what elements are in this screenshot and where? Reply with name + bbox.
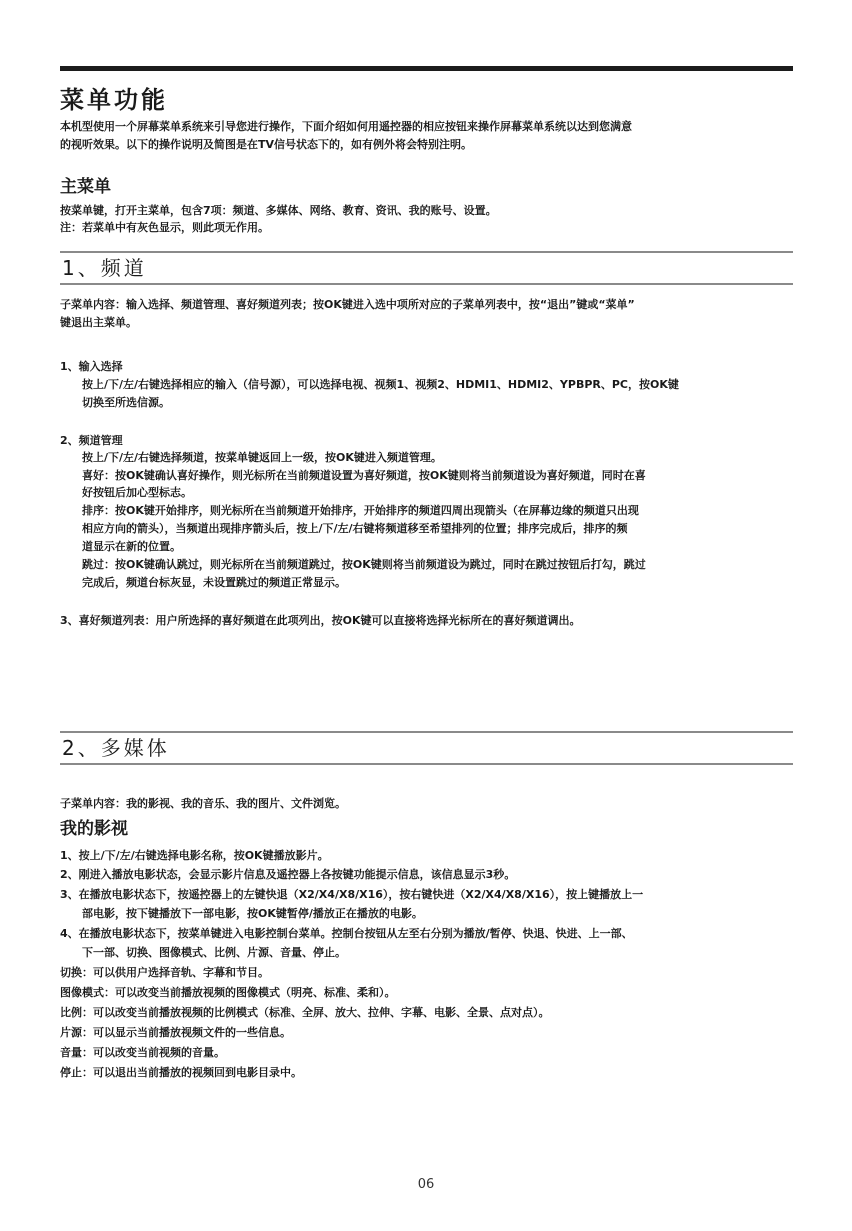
section1-summary-line-1: 子菜单内容：输入选择、频道管理、喜好频道列表；按OK键进入选中项所对应的子菜单列表中，按“退出”键或“菜单” [60, 298, 635, 311]
section2-heading: 2、多媒体 [62, 736, 170, 760]
movies-line-10: 片源：可以显示当前播放视频文件的一些信息。 [60, 1026, 291, 1039]
movies-line-5: 4、在播放电影状态下，按菜单键进入电影控制台菜单。控制台按钮从左至右分别为播放/暂停、快退、快进、上一部、 [60, 927, 633, 940]
section1-summary-line-2: 键退出主菜单。 [60, 316, 137, 329]
movies-line-8: 图像模式：可以改变当前播放视频的图像模式（明亮、标准、柔和）。 [60, 986, 396, 999]
section2-rule-bottom [60, 763, 793, 765]
movies-line-4: 部电影，按下键播放下一部电影，按OK键暂停/播放正在播放的电影。 [82, 907, 423, 920]
section1-rule-bottom [60, 283, 793, 285]
movies-line-2: 2、刚进入播放电影状态，会显示影片信息及遥控器上各按键功能提示信息，该信息显示3秒。 [60, 868, 516, 881]
main-menu-line-2: 注：若菜单中有灰色显示，则此项无作用。 [60, 221, 269, 234]
favorite-list-line: 3、喜好频道列表：用户所选择的喜好频道在此项列出，按OK键可以直接将选择光标所在的喜好频道调出。 [60, 614, 581, 627]
input-select-title: 1、输入选择 [60, 360, 123, 373]
channel-manage-line-7: 跳过：按OK键确认跳过，则光标所在当前频道跳过，按OK键则将当前频道设为跳过，同时在跳过按钮后打勾，跳过 [82, 558, 646, 571]
intro-line-2: 的视听效果。以下的操作说明及简图是在TV信号状态下的，如有例外将会特别注明。 [60, 138, 473, 151]
movies-line-3: 3、在播放电影状态下，按遥控器上的左键快退（X2/X4/X8/X16），按右键快进（X2/X4/X8/X16），按上键播放上一 [60, 888, 644, 901]
section2-summary: 子菜单内容：我的影视、我的音乐、我的图片、文件浏览。 [60, 797, 346, 810]
channel-manage-line-5: 相应方向的箭头），当频道出现排序箭头后，按上/下/左/右键将频道移至希望排列的位置；排序完成后，排序的频 [82, 522, 628, 535]
main-menu-line-1: 按菜单键，打开主菜单，包含7项：频道、多媒体、网络、教育、资讯、我的账号、设置。 [60, 204, 497, 217]
input-select-line-1: 按上/下/左/右键选择相应的输入（信号源），可以选择电视、视频1、视频2、HDMI1、HDMI2、YPBPR、PC，按OK键 [82, 378, 679, 391]
my-movies-heading: 我的影视 [60, 819, 128, 839]
main-menu-heading: 主菜单 [60, 177, 111, 197]
page-title: 菜单功能 [60, 86, 168, 114]
input-select-line-2: 切换至所选信源。 [82, 396, 170, 409]
movies-line-7: 切换：可以供用户选择音轨、字幕和节目。 [60, 966, 269, 979]
page-number: 06 [417, 1177, 435, 1192]
movies-line-9: 比例：可以改变当前播放视频的比例模式（标准、全屏、放大、拉伸、字幕、电影、全景、点对点）。 [60, 1006, 550, 1019]
movies-line-11: 音量：可以改变当前视频的音量。 [60, 1046, 225, 1059]
section1-rule-top [60, 251, 793, 253]
channel-manage-line-1: 按上/下/左/右键选择频道，按菜单键返回上一级，按OK键进入频道管理。 [82, 451, 442, 464]
movies-line-6: 下一部、切换、图像模式、比例、片源、音量、停止。 [82, 946, 346, 959]
channel-manage-line-3: 好按钮后加心型标志。 [82, 486, 192, 499]
movies-line-1: 1、按上/下/左/右键选择电影名称，按OK键播放影片。 [60, 849, 329, 862]
channel-manage-line-4: 排序：按OK键开始排序，则光标所在当前频道开始排序，开始排序的频道四周出现箭头（在屏幕边缘的频道只出现 [82, 504, 639, 517]
channel-manage-line-6: 道显示在新的位置。 [82, 540, 181, 553]
channel-manage-title: 2、频道管理 [60, 434, 123, 447]
channel-manage-line-8: 完成后，频道台标灰显，未设置跳过的频道正常显示。 [82, 576, 346, 589]
top-rule [60, 66, 793, 71]
intro-line-1: 本机型使用一个屏幕菜单系统来引导您进行操作，下面介绍如何用遥控器的相应按钮来操作屏幕菜单系统以达到您满意 [60, 120, 632, 133]
section2-rule-top [60, 731, 793, 733]
section1-heading: 1、频道 [62, 256, 147, 280]
channel-manage-line-2: 喜好：按OK键确认喜好操作，则光标所在当前频道设置为喜好频道，按OK键则将当前频道设为喜好频道，同时在喜 [82, 469, 646, 482]
movies-line-12: 停止：可以退出当前播放的视频回到电影目录中。 [60, 1066, 302, 1079]
